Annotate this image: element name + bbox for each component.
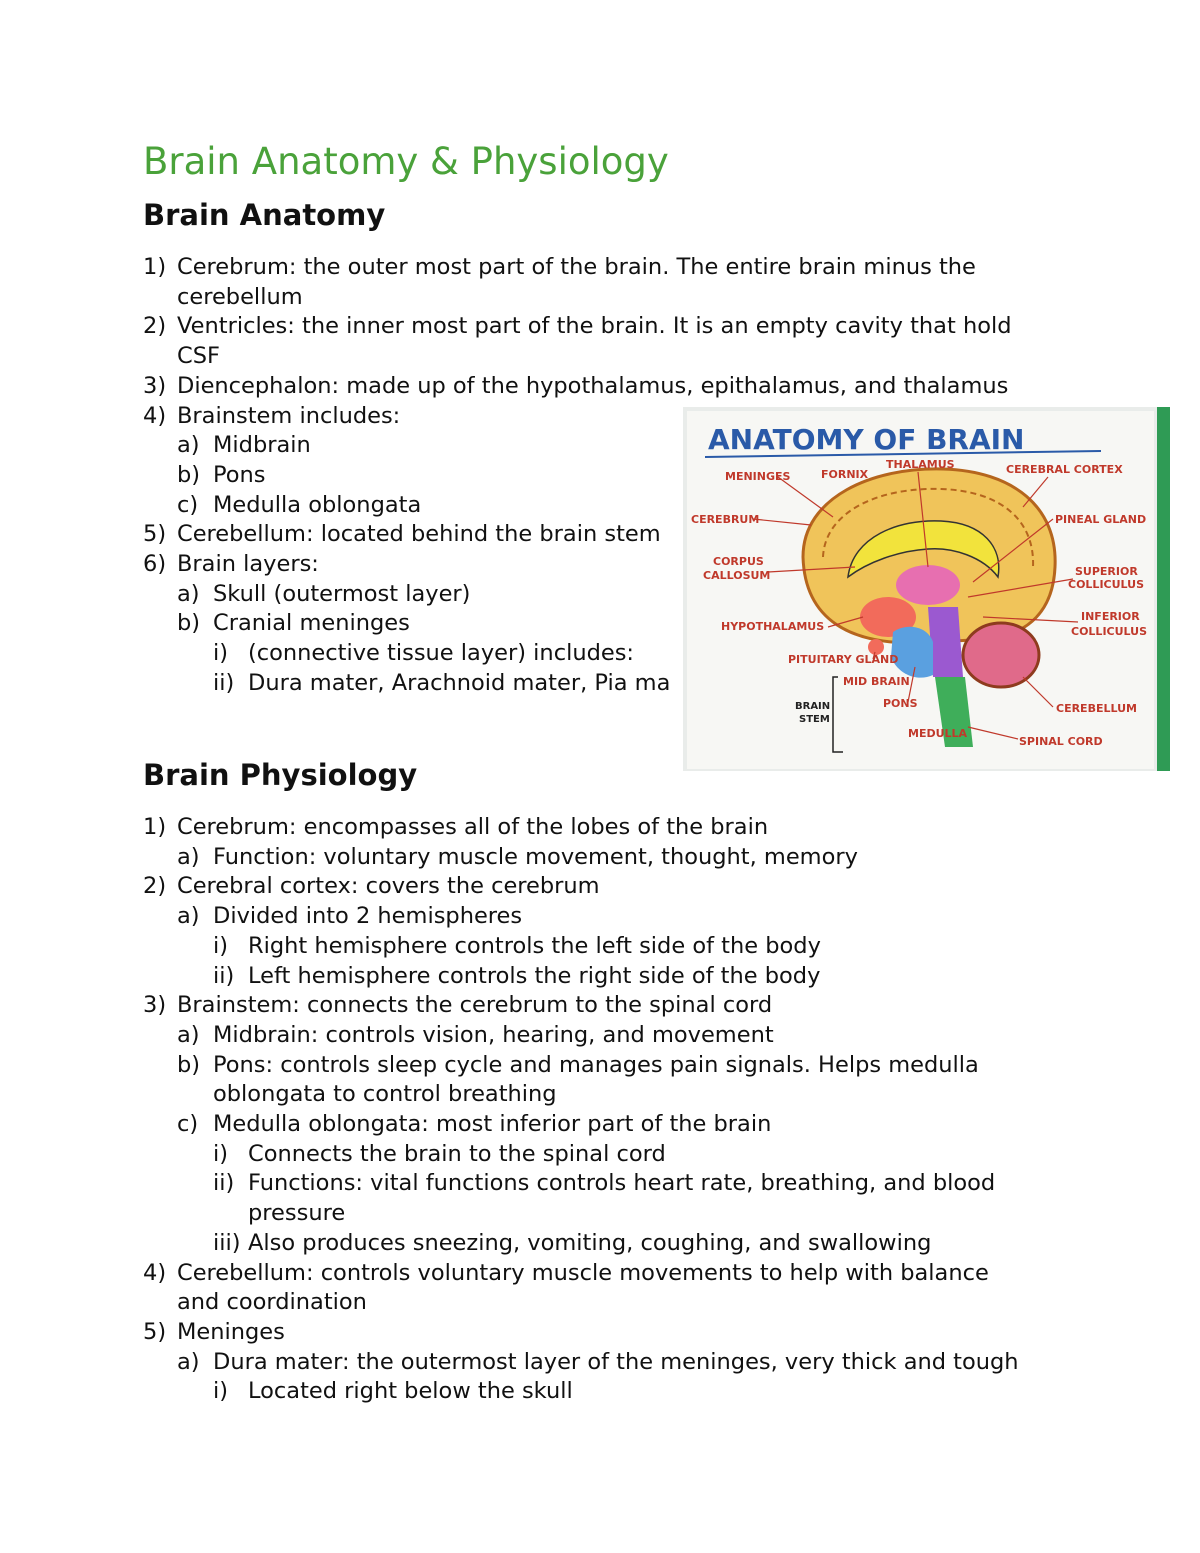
list-marker: 1) bbox=[143, 814, 167, 840]
list-marker: c) bbox=[177, 491, 199, 518]
label-colliculus-superior: COLLICULUS bbox=[1068, 578, 1145, 591]
list-item-text: Brainstem includes: bbox=[177, 402, 401, 429]
list-marker: 3) bbox=[143, 372, 167, 399]
list-item-continuation: pressure bbox=[248, 1200, 346, 1227]
label-meninges: MENINGES bbox=[725, 470, 791, 483]
poster-frame-edge bbox=[1157, 407, 1170, 771]
list-marker: 3) bbox=[143, 992, 167, 1019]
label-cerebellum: CEREBELLUM bbox=[1056, 702, 1137, 715]
list-item-text: Cerebellum: located behind the brain stem bbox=[177, 521, 661, 548]
anatomy-heading: Brain Anatomy bbox=[143, 198, 386, 232]
label-medulla: MEDULLA bbox=[908, 727, 968, 740]
list-marker: ii) bbox=[213, 669, 235, 696]
list-item-text: Function: voluntary muscle movement, thought, memory bbox=[213, 843, 858, 870]
list-item-text: Medulla oblongata: most inferior part of the brain bbox=[213, 1111, 772, 1137]
list-item-text: Divided into 2 hemispheres bbox=[213, 903, 523, 930]
list-item-text: Cerebral cortex: covers the cerebrum bbox=[177, 873, 600, 900]
list-marker: 2) bbox=[143, 873, 167, 900]
list-item-text: Cerebrum: the outer most part of the brain. The entire brain minus the bbox=[177, 254, 976, 280]
list-item-text: Left hemisphere controls the right side of the body bbox=[248, 962, 821, 989]
label-superior: SUPERIOR bbox=[1075, 565, 1138, 578]
label-brain: BRAIN bbox=[795, 701, 831, 712]
list-marker: ii) bbox=[213, 962, 235, 989]
list-marker: ii) bbox=[213, 1170, 235, 1197]
figure-title: ANATOMY OF BRAIN bbox=[708, 423, 1025, 456]
list-item-text: Pons: controls sleep cycle and manages pain signals. Helps medulla bbox=[213, 1051, 979, 1078]
list-marker: c) bbox=[177, 1111, 199, 1137]
list-item-text: Also produces sneezing, vomiting, coughing, and swallowing bbox=[248, 1229, 932, 1256]
list-item-text: Cranial meninges bbox=[213, 610, 410, 637]
list-marker: 6) bbox=[143, 551, 167, 577]
list-marker: b) bbox=[177, 610, 201, 637]
list-item-continuation: oblongata to control breathing bbox=[213, 1081, 557, 1108]
list-marker: i) bbox=[213, 1378, 229, 1405]
list-item-text: Midbrain: controls vision, hearing, and movement bbox=[213, 1021, 774, 1048]
label-fornix: FORNIX bbox=[821, 468, 869, 481]
label-inferior: INFERIOR bbox=[1081, 610, 1140, 623]
list-item-text: Pons bbox=[213, 461, 266, 488]
midbrain-shape bbox=[928, 607, 963, 677]
list-item-text: Cerebrum: encompasses all of the lobes of the brain bbox=[177, 814, 769, 840]
list-item-continuation: cerebellum bbox=[177, 283, 303, 310]
list-item-text: Brainstem: connects the cerebrum to the spinal cord bbox=[177, 992, 773, 1019]
label-cerebral-cortex: CEREBRAL CORTEX bbox=[1006, 463, 1123, 476]
list-item-text: Connects the brain to the spinal cord bbox=[248, 1140, 666, 1167]
cerebellum-shape bbox=[963, 623, 1039, 687]
label-thalamus: THALAMUS bbox=[886, 458, 955, 471]
list-item-text: Skull (outermost layer) bbox=[213, 580, 471, 607]
list-marker: 5) bbox=[143, 521, 167, 548]
label-cerebrum: CEREBRUM bbox=[691, 513, 760, 526]
list-marker: 1) bbox=[143, 254, 167, 280]
label-pons: PONS bbox=[883, 697, 918, 710]
list-item-text: Medulla oblongata bbox=[213, 491, 422, 518]
label-stem: STEM bbox=[799, 714, 830, 725]
list-marker: a) bbox=[177, 1021, 200, 1048]
brain-diagram bbox=[683, 407, 1170, 771]
list-marker: 4) bbox=[143, 402, 167, 429]
list-item-text: Midbrain bbox=[213, 432, 311, 459]
document-title: Brain Anatomy & Physiology bbox=[143, 140, 669, 183]
label-corpus: CORPUS bbox=[713, 555, 764, 568]
list-item-continuation: CSF bbox=[177, 343, 220, 370]
list-item-text: Ventricles: the inner most part of the brain. It is an empty cavity that hold bbox=[177, 313, 1012, 340]
label-pituitary-gland: PITUITARY GLAND bbox=[788, 653, 899, 666]
label-pineal-gland: PINEAL GLAND bbox=[1055, 513, 1147, 526]
list-item-text: Meninges bbox=[177, 1318, 285, 1345]
label-colliculus-inferior: COLLICULUS bbox=[1071, 625, 1148, 638]
list-marker: 2) bbox=[143, 313, 167, 340]
physiology-heading: Brain Physiology bbox=[143, 758, 418, 792]
list-marker: i) bbox=[213, 1140, 229, 1167]
list-item-text: Functions: vital functions controls heart rate, breathing, and blood bbox=[248, 1170, 996, 1197]
list-item-text: Dura mater, Arachnoid mater, Pia ma bbox=[248, 669, 671, 696]
list-item-text: Dura mater: the outermost layer of the meninges, very thick and tough bbox=[213, 1348, 1019, 1375]
list-marker: 4) bbox=[143, 1259, 167, 1286]
list-marker: a) bbox=[177, 432, 200, 459]
list-item-text: Cerebellum: controls voluntary muscle movements to help with balance bbox=[177, 1259, 989, 1286]
label-mid-brain: MID BRAIN bbox=[843, 675, 910, 688]
list-marker: a) bbox=[177, 580, 200, 607]
list-item-continuation: and coordination bbox=[177, 1289, 367, 1316]
label-hypothalamus: HYPOTHALAMUS bbox=[721, 620, 825, 633]
list-marker: a) bbox=[177, 843, 200, 870]
label-spinal-cord: SPINAL CORD bbox=[1019, 735, 1103, 748]
list-marker: i) bbox=[213, 640, 229, 667]
list-marker: a) bbox=[177, 903, 200, 930]
label-callosum: CALLOSUM bbox=[703, 569, 771, 582]
list-marker: iii) bbox=[213, 1229, 241, 1256]
list-item-text: Diencephalon: made up of the hypothalamus, epithalamus, and thalamus bbox=[177, 372, 1009, 399]
list-marker: i) bbox=[213, 932, 229, 959]
list-marker: b) bbox=[177, 461, 201, 488]
thalamus-shape bbox=[896, 565, 960, 605]
brain-anatomy-figure bbox=[683, 407, 1170, 771]
list-marker: 5) bbox=[143, 1318, 167, 1345]
list-item-text: Located right below the skull bbox=[248, 1378, 573, 1405]
list-item-text: Brain layers: bbox=[177, 551, 319, 577]
list-marker: b) bbox=[177, 1051, 201, 1078]
list-item-text: Right hemisphere controls the left side of the body bbox=[248, 932, 821, 959]
list-marker: a) bbox=[177, 1348, 200, 1375]
list-item-text: (connective tissue layer) includes: bbox=[248, 640, 635, 667]
